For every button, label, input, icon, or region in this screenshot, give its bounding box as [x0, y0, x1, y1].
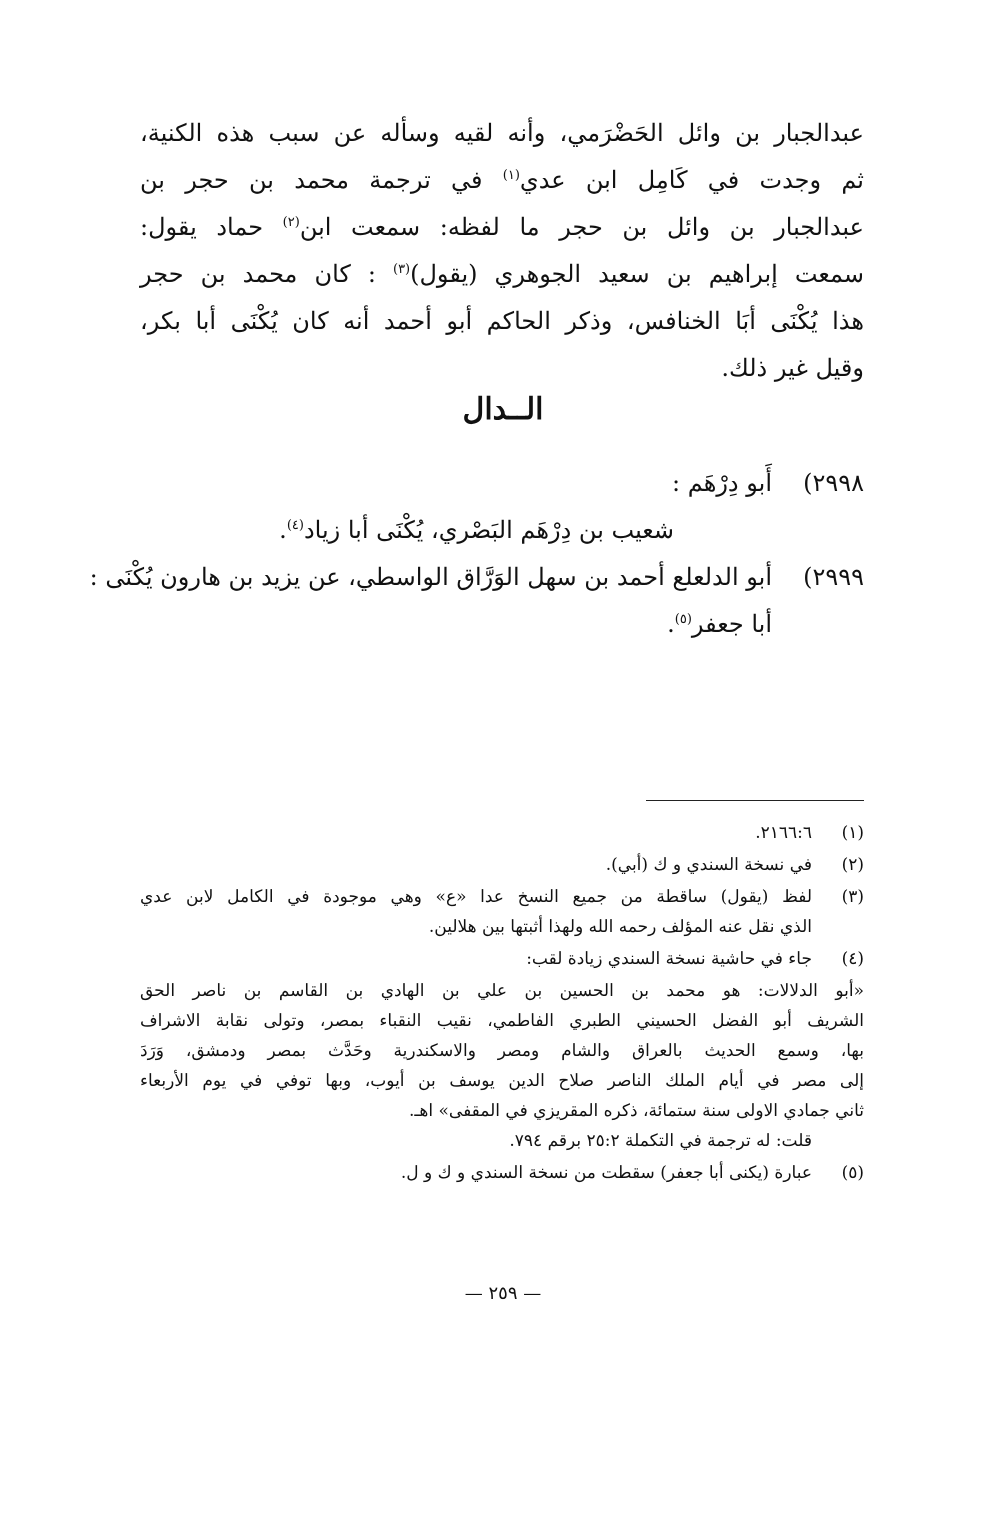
paragraph-line: وقيل غير ذلك. — [721, 354, 864, 382]
quote-line: الشريف أبو الفضل الحسيني الطبري الفاطمي، نقيب النقباء بمصر، وتولى نقابة الاشراف — [140, 1011, 864, 1031]
quote-line: «أبو الدلالات: هو محمد بن الحسين بن علي بن الهادي بن القاسم بن ناصر الحق — [140, 981, 864, 1001]
entry-2998 — [140, 460, 864, 554]
footnote-ref-3: (٣) — [392, 262, 411, 277]
paragraph-text: : كان محمد بن حجر — [140, 260, 393, 288]
entry-heading-line — [89, 554, 864, 601]
quote-line: بها، وسمع الحديث بالعراق والشام ومصر والاسكندرية وحَدَّث بمصر ودمشق، وَرَدَ — [140, 1041, 864, 1061]
footnote-ref-4: (٤) — [286, 518, 304, 533]
footnote-4 — [140, 944, 864, 974]
paragraph-line: عبدالجبار بن وائل الحَضْرَمي، وأنه لقيه وسأله عن سبب هذه الكنية، — [140, 119, 864, 147]
footnotes — [140, 818, 864, 1190]
footnote-text: الذي نقل عنه المؤلف رحمه الله ولهذا أثبتها بين هلالين. — [428, 917, 812, 937]
paragraph-text: عبدالجبار بن وائل بن حجر ما لفظه: سمعت ابن — [299, 213, 864, 241]
entry-number: ٢٩٩٩) — [803, 563, 864, 591]
section-title: الــدال — [462, 392, 544, 427]
paragraph-text: حماد يقول: — [140, 213, 283, 241]
footnote-label: (١) — [841, 823, 864, 843]
entry-2999 — [89, 554, 864, 648]
footnote-label: (٥) — [841, 1163, 864, 1183]
footnote-text: عبارة (يكنى أبا جعفر) سقطت من نسخة السندي و ك و ل. — [400, 1163, 812, 1183]
footnote-ref-1: (١) — [502, 168, 520, 183]
footnote-text: ٢١٦٦:٦. — [755, 823, 812, 843]
entry-tail: . — [279, 516, 287, 544]
entry-tail: . — [667, 610, 675, 638]
footnote-ref-5: (٥) — [674, 612, 692, 627]
footnote-text: في نسخة السندي و ك (أبي). — [605, 855, 812, 875]
footnote-label: (٢) — [841, 855, 864, 875]
footnote-1 — [140, 818, 864, 848]
footnote-3 — [140, 882, 864, 942]
paragraph-text: في ترجمة محمد بن حجر بن — [140, 166, 503, 194]
footnote-2 — [140, 850, 864, 880]
footnote-5 — [140, 1158, 864, 1188]
entry-continuation-line — [140, 601, 864, 648]
paragraph-text: سمعت إبراهيم بن سعيد الجوهري (يقول) — [410, 260, 864, 288]
paragraph-line — [140, 251, 864, 298]
footnote-note: قلت: له ترجمة في التكملة ٢٥:٢ برقم ٧٩٤. — [509, 1131, 812, 1151]
footnote-label: (٣) — [841, 887, 864, 907]
entry-number: ٢٩٩٨) — [803, 469, 864, 497]
paragraph-line: هذا يُكْنَى أبَا الخنافس، وذكر الحاكم أبو أحمد أنه كان يُكْنَى أبا بكر، — [140, 307, 864, 335]
entry-body: شعيب بن دِرْهَم البَصْري، يُكْنَى أبا زياد — [303, 516, 674, 544]
entry-text: أبو الدلعلع أحمد بن سهل الوَرَّاق الواسطي، عن يزيد بن هارون يُكْنَى : — [89, 563, 772, 591]
paragraph-text: ثم وجدت في كَامِل ابن عدي — [519, 166, 864, 194]
quote-line: ثاني جمادي الاولى سنة ستمائة، ذكره المقريزي في المقفى» اهـ. — [409, 1101, 864, 1121]
entry-text: أبا جعفر — [691, 610, 772, 638]
main-paragraph — [140, 110, 864, 392]
page-number: — ٢٥٩ — — [464, 1283, 542, 1304]
footnote-text: لفظ (يقول) ساقطة من جميع النسخ عدا «ع» وهي موجودة في الكامل لابن عدي — [140, 887, 812, 907]
paragraph-line — [140, 157, 864, 204]
entry-heading-line — [140, 460, 864, 507]
footnote-ref-2: (٢) — [282, 215, 300, 230]
footnote-label: (٤) — [841, 949, 864, 969]
quote-line: إلى مصر في أيام الملك الناصر صلاح الدين يوسف بن أيوب، وبها توفي في يوم الأربعاء — [140, 1071, 864, 1091]
footnote-divider — [646, 800, 864, 801]
entry-heading: أَبو دِرْهَم : — [672, 469, 772, 497]
entry-body-line — [140, 507, 864, 554]
paragraph-line — [140, 204, 864, 251]
footnote-4-quote — [140, 976, 864, 1156]
footnote-text: جاء في حاشية نسخة السندي زيادة لقب: — [526, 949, 812, 969]
